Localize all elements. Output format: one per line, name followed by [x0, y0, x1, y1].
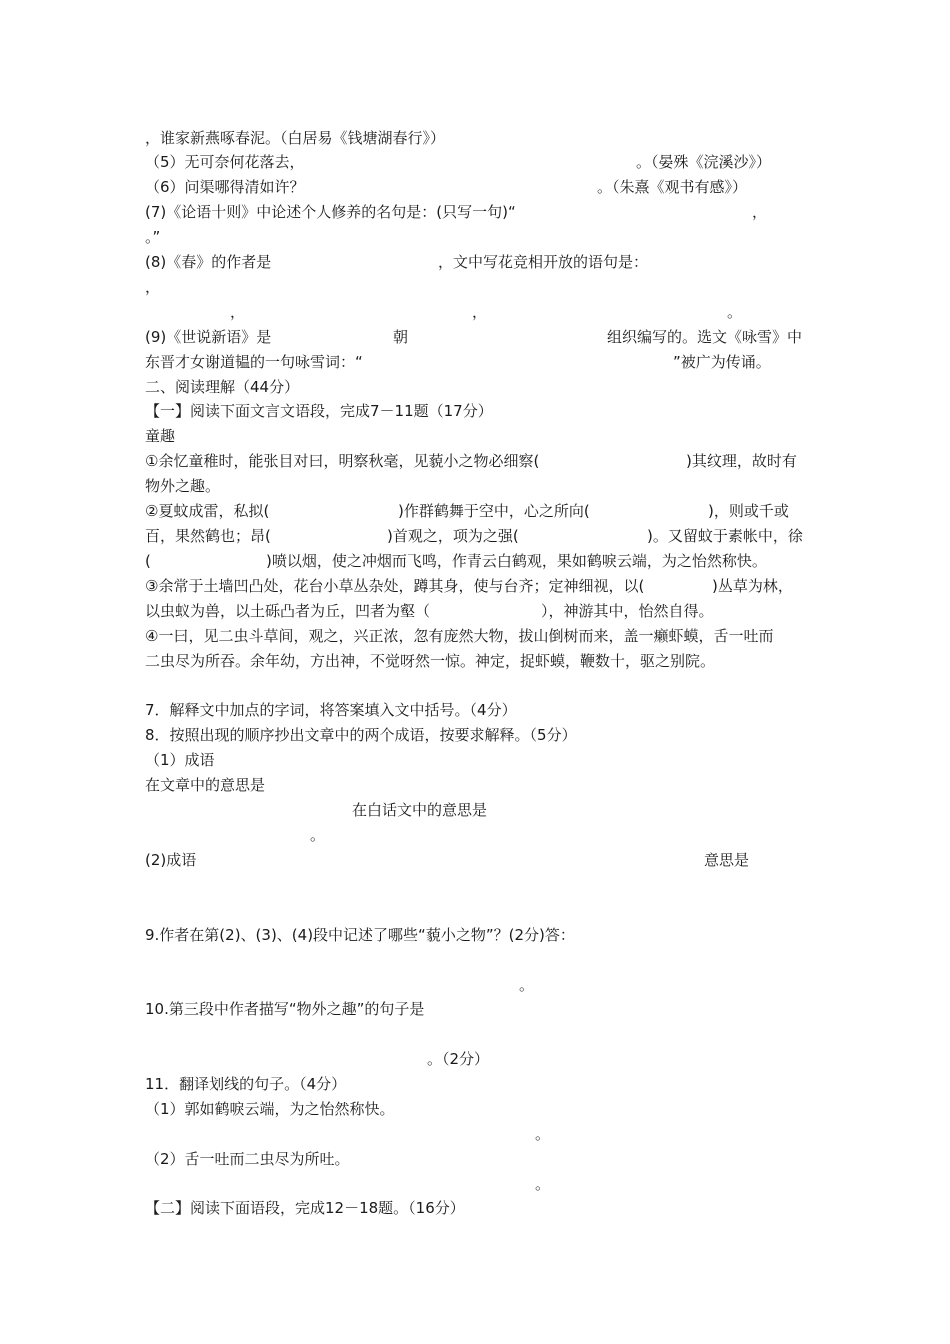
para-2-line-2-end: )。又留蚊于素帐中，徐 [647, 527, 803, 545]
question-8-idioms: 8．按照出现的顺序抄出文章中的两个成语，按要求解释。（5分） [145, 726, 577, 744]
question-8-blank-3: ， [472, 303, 488, 321]
question-7-end: 。” [145, 228, 161, 246]
question-11-answer-1-end: 。 [535, 1125, 551, 1143]
part-2-heading: 【二】阅读下面语段，完成12－18题。（16分） [145, 1199, 465, 1217]
para-2-line-1: ②夏蚊成雷，私拟( [145, 502, 270, 520]
question-7: (7)《论语十则》中论述个人修养的名句是：(只写一句)“ [145, 203, 516, 221]
question-9: (9)《世说新语》是 [145, 328, 272, 346]
para-1-line-2: 物外之趣。 [145, 477, 221, 495]
para-3-line-2: 以虫蚁为兽，以土砾凸者为丘，凹者为壑（ [145, 602, 431, 620]
question-5: （5）无可奈何花落去， [145, 153, 305, 171]
question-7-explain: 7．解释文中加点的字词，将答案填入文中括号。（4分） [145, 701, 517, 719]
question-8-period: 。 [310, 826, 326, 844]
question-8-idiom-2: (2)成语 [145, 851, 197, 869]
para-3-line-1-end: )丛草为林， [712, 577, 793, 595]
para-1-line-1: ①余忆童稚时，能张目对曰，明察秋毫，见藐小之物必细察( [145, 452, 540, 470]
question-8-meaning-modern: 在白话文中的意思是 [352, 801, 488, 819]
passage-title: 童趣 [145, 427, 176, 445]
para-1-line-1-end: )其纹理，故时有 [686, 452, 797, 470]
section-2-heading: 二、阅读理解（44分） [145, 378, 300, 396]
para-2-line-3-open: ( [145, 552, 151, 570]
question-8-blank-2: ， [230, 303, 246, 321]
para-4-line-2: 二虫尽为所吞。余年幼，方出神，不觉呀然一惊。神定，捉虾蟆，鞭数十，驱之别院。 [145, 652, 716, 670]
para-4-line-1: ④一曰，见二虫斗草间，观之，兴正浓，忽有庞然大物，拔山倒树而来，盖一癞虾蟆，舌一吐而 [145, 627, 774, 645]
question-9-line2: 东晋才女谢道韫的一句咏雪词：“ [145, 353, 363, 371]
part-1-heading: 【一】阅读下面文言文语段，完成7－11题（17分） [145, 402, 493, 420]
question-9-small-things: 9.作者在第(2)、(3)、(4)段中记述了哪些“藐小之物”？(2分)答： [145, 926, 575, 944]
question-11-answer-2-end: 。 [535, 1175, 551, 1193]
question-11-sentence-1: （1）郭如鹤唳云端，为之怡然称快。 [145, 1100, 395, 1118]
question-5-source: 。（晏殊《浣溪沙》） [636, 153, 772, 171]
question-6: （6）问渠哪得清如许？ [145, 178, 305, 196]
question-8-blank-4: 。 [727, 303, 743, 321]
para-3-line-1: ③余常于土墙凹凸处，花台小草丛杂处，蹲其身，使与台齐；定神细视，以( [145, 577, 645, 595]
question-11: 11．翻译划线的句子。（4分） [145, 1075, 347, 1093]
question-9-dynasty: 朝 [393, 328, 409, 346]
question-8-idiom-1: （1）成语 [145, 751, 215, 769]
question-8-meaning-text: 在文章中的意思是 [145, 776, 266, 794]
question-9-part3: 组织编写的。选文《咏雪》中 [607, 328, 803, 346]
question-9-answer-end: 。 [519, 976, 535, 994]
question-10-end: 。（2分） [427, 1050, 490, 1068]
question-10: 10.第三段中作者描写“物外之趣”的句子是 [145, 1000, 425, 1018]
question-7-comma: ， [752, 203, 768, 221]
question-8-idiom-2-meaning: 意思是 [704, 851, 750, 869]
para-3-line-2-end: ），神游其中，怡然自得。 [541, 602, 714, 620]
question-11-sentence-2: （2）舌一吐而二虫尽为所吐。 [145, 1150, 350, 1168]
para-2-line-1-mid: )作群鹤舞于空中，心之所向( [398, 502, 590, 520]
poem-line-1: ，谁家新燕啄春泥。（白居易《钱塘湖春行》） [145, 129, 446, 147]
para-2-line-1-end: )，则或千或 [708, 502, 789, 520]
question-8-part2: ，文中写花竞相开放的语句是： [438, 253, 649, 271]
para-2-line-2-mid: )首观之，项为之强( [387, 527, 519, 545]
question-6-source: 。（朱熹《观书有感》） [597, 178, 748, 196]
question-8: (8)《春》的作者是 [145, 253, 272, 271]
question-9-line2-end: ”被广为传诵。 [673, 353, 771, 371]
question-8-blank-1: ， [145, 278, 161, 296]
para-2-line-3: )喷以烟，使之冲烟而飞鸣，作青云白鹤观，果如鹤唳云端，为之怡然称快。 [266, 552, 767, 570]
para-2-line-2: 百，果然鹤也；昂( [145, 527, 271, 545]
